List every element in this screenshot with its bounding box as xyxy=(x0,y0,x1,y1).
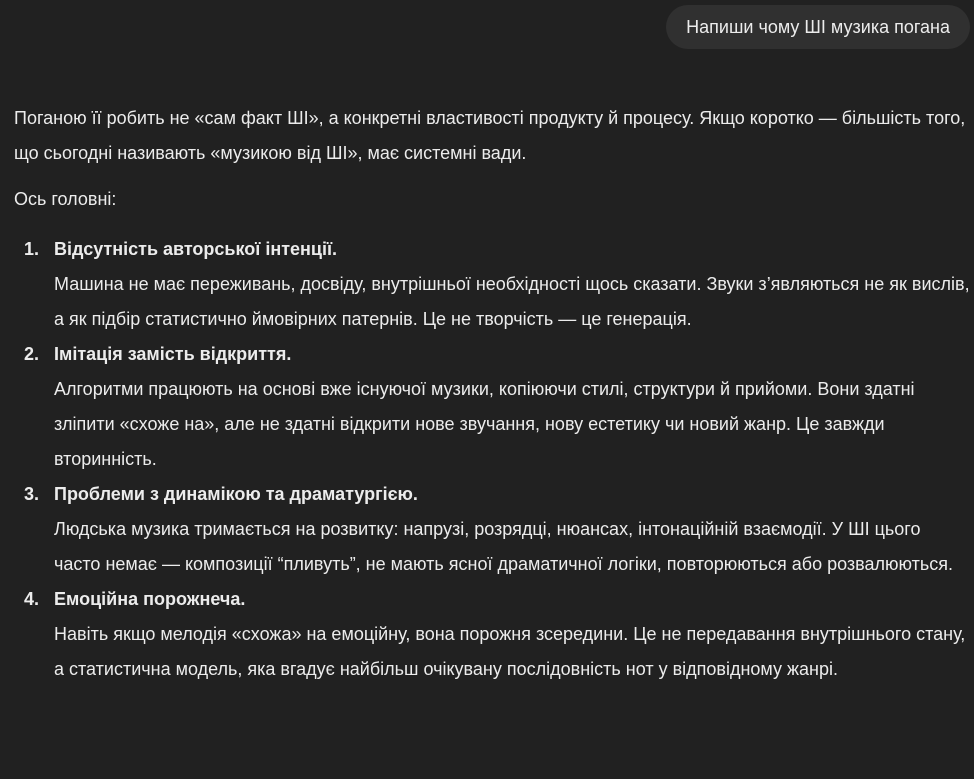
list-item-title: Відсутність авторської інтенції. xyxy=(54,239,338,259)
list-item xyxy=(14,582,970,687)
response-lead: Ось головні: xyxy=(14,189,117,209)
list-item-number: 3. xyxy=(24,484,40,504)
list-item xyxy=(14,337,970,477)
list-item-text: Алгоритми працюють на основі вже існуючої музики, копіюючи стилі, структури й прийоми. Вони здатні зліпити «схоже на», але не здатні відкрити нове звучання, нову естетику чи новий жанр. Це завжди вторинність. xyxy=(54,379,915,469)
list-item-title: Проблеми з динамікою та драматургією. xyxy=(54,484,418,504)
list-item-number: 1. xyxy=(24,239,40,259)
points-list xyxy=(14,232,970,687)
list-item-text: Людська музика тримається на розвитку: напрузі, розрядці, нюансах, інтонаційній взаємодії. У ШІ цього часто немає — композиції “пливуть”, не мають ясної драматичної логіки, повторюються або розвалюються. xyxy=(54,519,954,574)
list-item-text: Машина не має переживань, досвіду, внутрішньої необхідності щось сказати. Звуки з’являються не як вислів, а як підбір статистично ймовірних патернів. Це не творчість — це генерація. xyxy=(54,274,970,329)
list-item-number: 4. xyxy=(24,589,40,609)
response-intro: Поганою її робить не «сам факт ШІ», а конкретні властивості продукту й процесу. Якщо коротко — більшість того, що сьогодні називають «музикою від ШІ», має системні вади. xyxy=(14,108,966,163)
list-item-number: 2. xyxy=(24,344,40,364)
list-item-text: Навіть якщо мелодія «схожа» на емоційну, вона порожня зсередини. Це не передавання внутрішнього стану, а статистична модель, яка вгадує найбільш очікувану послідовність нот у відповідному жанрі. xyxy=(54,624,966,679)
list-item-title: Імітація замість відкриття. xyxy=(54,344,292,364)
assistant-response xyxy=(14,101,970,687)
list-item-title: Емоційна порожнеча. xyxy=(54,589,246,609)
list-item xyxy=(14,477,970,582)
list-item xyxy=(14,232,970,337)
user-message-bubble: Напиши чому ШІ музика погана xyxy=(666,5,970,49)
